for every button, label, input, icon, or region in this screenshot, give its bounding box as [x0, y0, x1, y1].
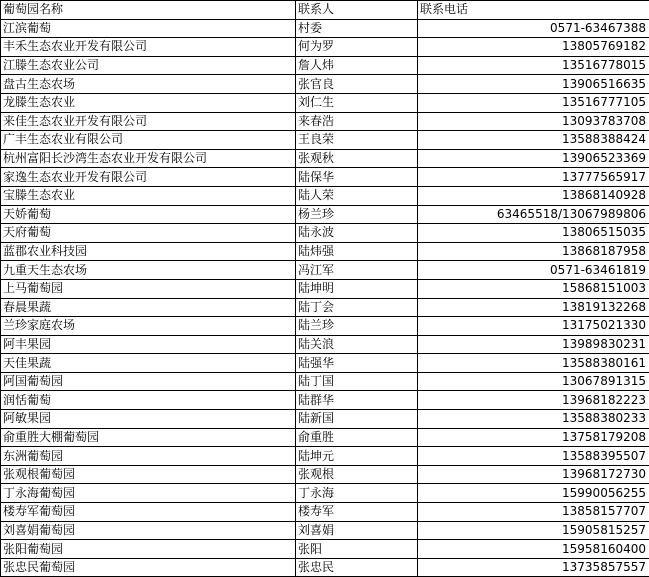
- table-row: [1, 93, 649, 112]
- table-row: [1, 261, 649, 280]
- table-row: [1, 56, 649, 75]
- contact-person-cell: 刘仁生: [296, 93, 418, 112]
- vineyard-name-cell: 天府葡萄: [1, 224, 296, 243]
- vineyard-name-cell: 江滕生态农业公司: [1, 56, 296, 75]
- vineyard-name-cell: 东洲葡萄园: [1, 447, 296, 466]
- contact-person-cell: 冯江军: [296, 261, 418, 280]
- phone-number-cell: 13067891315: [418, 372, 649, 391]
- vineyard-name-cell: 阿敏果园: [1, 410, 296, 429]
- header-row: [1, 1, 649, 20]
- vineyard-name-cell: 兰珍家庭农场: [1, 317, 296, 336]
- table-row: [1, 298, 649, 317]
- table-row: [1, 484, 649, 503]
- vineyard-name-cell: 天佳果蔬: [1, 354, 296, 373]
- table-row: [1, 335, 649, 354]
- phone-number-cell: 13906523369: [418, 149, 649, 168]
- phone-number-cell: 13989830231: [418, 335, 649, 354]
- table-row: [1, 75, 649, 94]
- table-row: [1, 391, 649, 410]
- phone-number-cell: 15868151003: [418, 279, 649, 298]
- table-row: [1, 131, 649, 150]
- contact-person-cell: 陆丁国: [296, 372, 418, 391]
- contact-person-cell: 张观根: [296, 465, 418, 484]
- phone-number-cell: 13588380161: [418, 354, 649, 373]
- contact-person-cell: 陆坤明: [296, 279, 418, 298]
- table-row: [1, 205, 649, 224]
- table-row: [1, 317, 649, 336]
- phone-number-cell: 13588380233: [418, 410, 649, 429]
- vineyard-name-cell: 来佳生态农业开发有限公司: [1, 112, 296, 131]
- vineyard-name-cell: 润恬葡萄: [1, 391, 296, 410]
- contact-person-cell: 张阳: [296, 540, 418, 559]
- table-row: [1, 410, 649, 429]
- table-row: [1, 38, 649, 57]
- table-row: [1, 540, 649, 559]
- contact-person-cell: 詹人炜: [296, 56, 418, 75]
- table-row: [1, 503, 649, 522]
- contact-person-cell: 陆群华: [296, 391, 418, 410]
- contact-person-cell: 村委: [296, 19, 418, 38]
- vineyard-name-cell: 刘喜娟葡萄园: [1, 521, 296, 540]
- phone-number-cell: 13968182223: [418, 391, 649, 410]
- vineyard-name-cell: 杭州富阳长沙湾生态农业开发有限公司: [1, 149, 296, 168]
- contact-person-cell: 丁永海: [296, 484, 418, 503]
- vineyard-name-cell: 宝滕生态农业: [1, 186, 296, 205]
- vineyard-name-cell: 张阳葡萄园: [1, 540, 296, 559]
- phone-number-cell: 13868187958: [418, 242, 649, 261]
- phone-number-cell: 13777565917: [418, 168, 649, 187]
- header-contact: 联系人: [296, 1, 418, 20]
- phone-number-cell: 0571-63467388: [418, 19, 649, 38]
- phone-number-cell: 15958160400: [418, 540, 649, 559]
- table-row: [1, 19, 649, 38]
- contact-person-cell: 陆坤元: [296, 447, 418, 466]
- contact-person-cell: 刘喜娟: [296, 521, 418, 540]
- phone-number-cell: 15990056255: [418, 484, 649, 503]
- vineyard-name-cell: 春晨果蔬: [1, 298, 296, 317]
- vineyard-name-cell: 楼寿军葡萄园: [1, 503, 296, 522]
- contact-person-cell: 陆人荣: [296, 186, 418, 205]
- phone-number-cell: 13516778015: [418, 56, 649, 75]
- table-row: [1, 112, 649, 131]
- table-row: [1, 354, 649, 373]
- contact-person-cell: 陆强华: [296, 354, 418, 373]
- phone-number-cell: 13735857557: [418, 558, 649, 577]
- phone-number-cell: 13868140928: [418, 186, 649, 205]
- phone-number-cell: 13516777105: [418, 93, 649, 112]
- phone-number-cell: 0571-63461819: [418, 261, 649, 280]
- contact-person-cell: 杨兰珍: [296, 205, 418, 224]
- phone-number-cell: 63465518/13067989806: [418, 205, 649, 224]
- table-row: [1, 558, 649, 577]
- phone-number-cell: 13758179208: [418, 428, 649, 447]
- table-row: [1, 372, 649, 391]
- phone-number-cell: 15905815257: [418, 521, 649, 540]
- contact-person-cell: 来春浩: [296, 112, 418, 131]
- vineyard-name-cell: 张观根葡萄园: [1, 465, 296, 484]
- contact-person-cell: 陆新国: [296, 410, 418, 429]
- table-row: [1, 465, 649, 484]
- contact-person-cell: 何为罗: [296, 38, 418, 57]
- vineyard-name-cell: 九重天生态农场: [1, 261, 296, 280]
- phone-number-cell: 13093783708: [418, 112, 649, 131]
- contact-person-cell: 张观秋: [296, 149, 418, 168]
- contact-person-cell: 陆保华: [296, 168, 418, 187]
- contact-person-cell: 陆永波: [296, 224, 418, 243]
- contact-person-cell: 王良荣: [296, 131, 418, 150]
- phone-number-cell: 13588395507: [418, 447, 649, 466]
- contact-person-cell: 陆关浪: [296, 335, 418, 354]
- contact-person-cell: 俞重胜: [296, 428, 418, 447]
- phone-number-cell: 13819132268: [418, 298, 649, 317]
- contact-person-cell: 陆炜强: [296, 242, 418, 261]
- phone-number-cell: 13906516635: [418, 75, 649, 94]
- vineyard-name-cell: 盘古生态农场: [1, 75, 296, 94]
- header-phone: 联系电话: [418, 1, 649, 20]
- vineyard-name-cell: 天娇葡萄: [1, 205, 296, 224]
- vineyard-name-cell: 上马葡萄园: [1, 279, 296, 298]
- phone-number-cell: 13588388424: [418, 131, 649, 150]
- vineyard-name-cell: 丁永海葡萄园: [1, 484, 296, 503]
- vineyard-name-cell: 江滨葡萄: [1, 19, 296, 38]
- table-row: [1, 168, 649, 187]
- contact-person-cell: 张忠民: [296, 558, 418, 577]
- table-row: [1, 224, 649, 243]
- phone-number-cell: 13175021330: [418, 317, 649, 336]
- contact-person-cell: 陆丁会: [296, 298, 418, 317]
- table-row: [1, 521, 649, 540]
- table-row: [1, 186, 649, 205]
- phone-number-cell: 13858157707: [418, 503, 649, 522]
- vineyard-name-cell: 广丰生态农业有限公司: [1, 131, 296, 150]
- table-row: [1, 447, 649, 466]
- contact-person-cell: 楼寿军: [296, 503, 418, 522]
- table-row: [1, 279, 649, 298]
- vineyard-name-cell: 阿丰果园: [1, 335, 296, 354]
- vineyard-name-cell: 家逸生态农业开发有限公司: [1, 168, 296, 187]
- vineyard-name-cell: 阿国葡萄园: [1, 372, 296, 391]
- vineyard-name-cell: 张忠民葡萄园: [1, 558, 296, 577]
- vineyard-name-cell: 龙滕生态农业: [1, 93, 296, 112]
- phone-number-cell: 13805769182: [418, 38, 649, 57]
- vineyard-name-cell: 蓝郡农业科技园: [1, 242, 296, 261]
- phone-number-cell: 13968172730: [418, 465, 649, 484]
- contact-person-cell: 陆兰珍: [296, 317, 418, 336]
- header-name: 葡萄园名称: [1, 1, 296, 20]
- vineyard-name-cell: 俞重胜大棚葡萄园: [1, 428, 296, 447]
- table-row: [1, 242, 649, 261]
- table-row: [1, 149, 649, 168]
- vineyard-name-cell: 丰禾生态农业开发有限公司: [1, 38, 296, 57]
- contact-person-cell: 张官良: [296, 75, 418, 94]
- table-row: [1, 428, 649, 447]
- phone-number-cell: 13806515035: [418, 224, 649, 243]
